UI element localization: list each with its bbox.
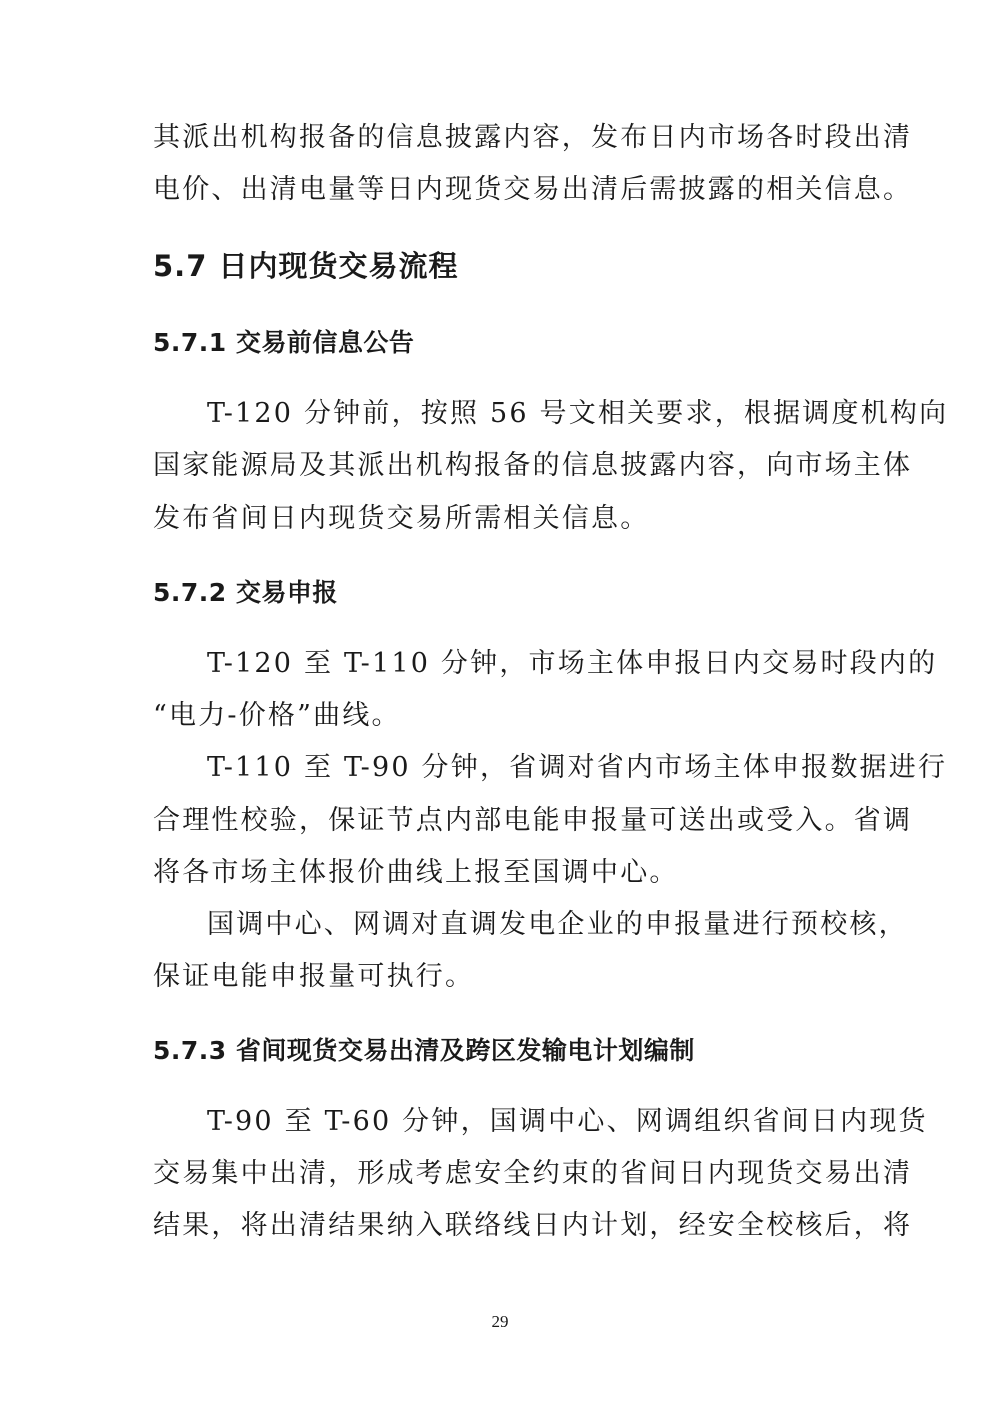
paragraph-line: 合理性校验，保证节点内部电能申报量可送出或受入。省调 <box>153 805 913 836</box>
paragraph-line: 将各市场主体报价曲线上报至国调中心。 <box>153 857 679 888</box>
paragraph-line: 结果，将出清结果纳入联络线日内计划，经安全校核后，将 <box>153 1210 913 1241</box>
paragraph-line: “电力-价格”曲线。 <box>153 700 401 731</box>
paragraph-line: T-110 至 T-90 分钟，省调对省内市场主体申报数据进行 <box>207 752 948 783</box>
paragraph-line: T-90 至 T-60 分钟，国调中心、网调组织省间日内现货 <box>207 1106 928 1137</box>
paragraph-line: 电价、出清电量等日内现货交易出清后需披露的相关信息。 <box>153 174 913 205</box>
paragraph-line: T-120 至 T-110 分钟，市场主体申报日内交易时段内的 <box>207 648 938 679</box>
paragraph-line: 国家能源局及其派出机构报备的信息披露内容，向市场主体 <box>153 450 913 481</box>
subsection-heading: 5.7.1 交易前信息公告 <box>153 328 415 357</box>
paragraph-line: T-120 分钟前，按照 56 号文相关要求，根据调度机构向 <box>207 398 949 429</box>
paragraph-line: 其派出机构报备的信息披露内容，发布日内市场各时段出清 <box>153 122 913 153</box>
page-number: 29 <box>491 1312 509 1331</box>
paragraph-line: 保证电能申报量可执行。 <box>153 961 475 992</box>
section-heading: 5.7 日内现货交易流程 <box>153 249 459 283</box>
paragraph-line: 发布省间日内现货交易所需相关信息。 <box>153 503 650 534</box>
paragraph-line: 交易集中出清，形成考虑安全约束的省间日内现货交易出清 <box>153 1158 913 1189</box>
paragraph-line: 国调中心、网调对直调发电企业的申报量进行预校核， <box>207 909 908 940</box>
subsection-heading: 5.7.3 省间现货交易出清及跨区发输电计划编制 <box>153 1036 695 1065</box>
subsection-heading: 5.7.2 交易申报 <box>153 578 338 607</box>
